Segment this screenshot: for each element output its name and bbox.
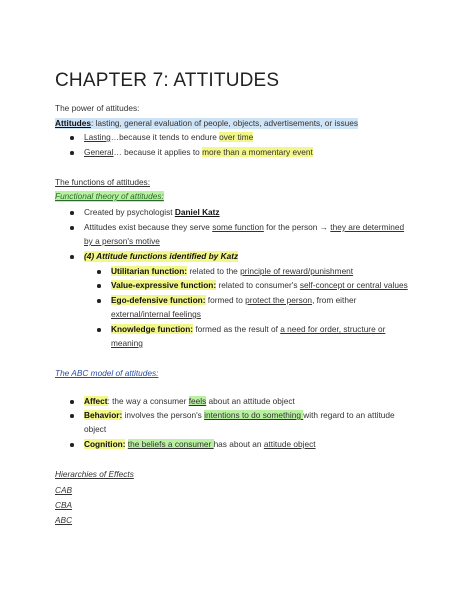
ego-defensive-detail: protect the person — [245, 295, 313, 305]
knowledge-continuation: meaning — [111, 338, 143, 348]
list-item — [111, 324, 385, 335]
knowledge-detail: a need for order, structure or — [280, 324, 386, 334]
affect-highlight: feels — [188, 396, 207, 406]
cognition-object: attitude object — [263, 439, 316, 449]
cognition-label: Cognition: — [84, 439, 126, 449]
ego-continuation: external/internal feelings — [111, 309, 201, 319]
exist-text-c: for the person → — [263, 222, 331, 232]
utilitarian-detail: principle of reward/punishment — [240, 266, 354, 276]
list-item — [84, 222, 404, 233]
exist-text-b: some function — [212, 222, 264, 232]
lasting-text: …because it tends to endure — [110, 132, 220, 142]
list-item — [111, 295, 356, 306]
exist-continuation: by a person's motive — [84, 236, 160, 246]
functional-theory-heading: Functional theory of attitudes: — [55, 191, 164, 201]
hierarchy-item-cba: CBA — [55, 500, 73, 510]
intro-text: The power of attitudes: — [55, 103, 140, 113]
exist-text-a: Attitudes exist because they serve — [84, 222, 213, 232]
list-item — [84, 147, 313, 158]
value-expressive-detail: self-concept or central values — [299, 280, 408, 290]
list-item — [84, 132, 253, 143]
general-highlight: more than a momentary event — [202, 147, 313, 157]
lasting-term: Lasting — [84, 132, 111, 142]
affect-text: : the way a consumer — [107, 396, 189, 406]
list-item — [84, 439, 316, 450]
behavior-highlight: intentions to do something — [204, 410, 304, 420]
abc-heading: The ABC model of attitudes: — [55, 368, 159, 378]
knowledge-label: Knowledge function: — [111, 324, 194, 334]
ego-defensive-label: Ego-defensive function: — [111, 295, 206, 305]
lasting-highlight: over time — [219, 132, 254, 142]
knowledge-text: formed as the result of — [193, 324, 281, 334]
behavior-continuation: object — [84, 424, 107, 434]
behavior-tail: with regard to an attitude — [303, 410, 395, 420]
value-expressive-text: related to consumer's — [216, 280, 300, 290]
cognition-text: has about an — [213, 439, 264, 449]
katz-name: Daniel Katz — [174, 207, 220, 217]
list-item — [84, 410, 395, 421]
general-term: General — [84, 147, 114, 157]
hierarchy-item-cab: CAB — [55, 485, 73, 495]
utilitarian-text: related to the — [187, 266, 241, 276]
page-title: CHAPTER 7: ATTITUDES — [55, 70, 280, 91]
ego-defensive-text: formed to — [205, 295, 246, 305]
list-item — [111, 280, 408, 291]
behavior-text: involves the person's — [122, 410, 205, 420]
hierarchies-heading: Hierarchies of Effects — [55, 469, 134, 479]
hierarchy-item-abc: ABC — [55, 515, 73, 525]
definition-text: : lasting, general evaluation of people, objects, advertisements, or issues — [90, 118, 358, 128]
value-expressive-label: Value-expressive function: — [111, 280, 217, 290]
affect-tail: about an attitude object — [206, 396, 295, 406]
definition-term: Attitudes — [55, 118, 91, 128]
list-item — [84, 207, 220, 218]
exist-text-d: they are determined — [330, 222, 405, 232]
four-functions-heading: (4) Attitude functions identified by Katz — [84, 251, 239, 261]
utilitarian-label: Utilitarian function: — [111, 266, 188, 276]
cognition-highlight: the beliefs a consumer — [127, 439, 214, 449]
list-item — [84, 396, 295, 407]
affect-label: Affect — [84, 396, 108, 406]
list-item — [111, 266, 353, 277]
functions-heading: The functions of attitudes: — [55, 177, 151, 187]
attitudes-definition — [55, 118, 358, 129]
behavior-label: Behavior: — [84, 410, 123, 420]
general-text: … because it applies to — [113, 147, 203, 157]
katz-text: Created by psychologist — [84, 207, 175, 217]
ego-defensive-tail: , from either — [312, 295, 357, 305]
